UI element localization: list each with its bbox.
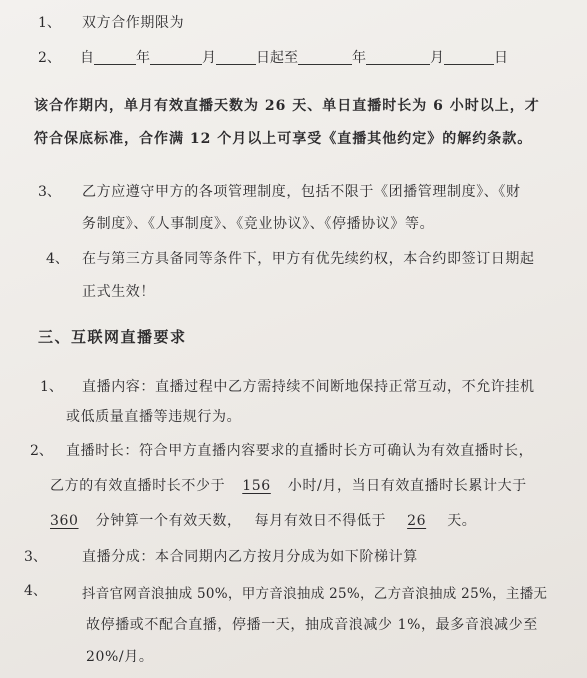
item-number: 1、 <box>38 15 61 31</box>
label-year: 年 <box>136 50 150 66</box>
days-value: 26 <box>407 513 427 529</box>
bold-paragraph-line: 该合作期内，单月有效直播天数为 26 天、单日直播时长为 6 小时以上，才 <box>34 98 540 114</box>
duration-line <box>50 475 527 495</box>
month-start-blank <box>150 50 202 65</box>
item-number: 2、 <box>30 443 53 459</box>
item-text: 分钟算一个有效天数， <box>95 513 242 529</box>
item-text: 直播分成：本合同期内乙方按月分成为如下阶梯计算 <box>82 549 418 565</box>
bold-paragraph-line: 符合保底标准，合作满 12 个月以上可享受《直播其他约定》的解约条款。 <box>34 131 533 147</box>
section-title: 三、互联网直播要求 <box>38 328 187 346</box>
item-number: 4、 <box>46 251 69 267</box>
item-number: 3、 <box>24 549 47 565</box>
item-text: 乙方的有效直播时长不少于 <box>50 478 226 494</box>
year-start-blank <box>94 50 136 65</box>
label-month-end: 月 <box>430 50 444 66</box>
item-text: 乙方应遵守甲方的各项管理制度，包括不限于《团播管理制度》、《财 <box>82 184 521 200</box>
day-end-blank <box>444 50 494 65</box>
item-number: 3、 <box>38 184 61 200</box>
item-text: 20%/月。 <box>86 649 154 665</box>
day-start-blank <box>216 50 256 65</box>
item-number: 4、 <box>24 583 47 599</box>
item-number: 2、 <box>38 50 61 66</box>
item-text: 务制度》、《人事制度》、《竞业协议》、《停播协议》等。 <box>82 216 435 232</box>
label-day-to: 日起至 <box>256 50 298 66</box>
label-from: 自 <box>80 50 94 66</box>
year-end-blank <box>298 50 352 65</box>
item-text: 在与第三方具备同等条件下，甲方有优先续约权，本合约即签订日期起 <box>82 251 535 267</box>
item-text: 或低质量直播等违规行为。 <box>66 409 242 425</box>
item-text: 双方合作期限为 <box>82 15 185 31</box>
label-month: 月 <box>202 50 216 66</box>
label-year-end: 年 <box>352 50 366 66</box>
item-text: 抖音官网音浪抽成 50%，甲方音浪抽成 25%，乙方音浪抽成 25%，主播无 <box>82 586 548 602</box>
item-text: 直播内容：直播过程中乙方需持续不间断地保持正常互动，不允许挂机 <box>82 379 535 395</box>
days-line <box>50 510 476 530</box>
minutes-value: 360 <box>50 513 79 529</box>
item-text: 直播时长：符合甲方直播内容要求的直播时长方可确认为有效直播时长， <box>66 443 534 459</box>
item-text: 天。 <box>447 513 477 529</box>
item-text: 小时/月，当日有效直播时长累计大于 <box>287 478 527 494</box>
item-text: 正式生效！ <box>82 284 155 300</box>
month-end-blank <box>366 50 430 65</box>
item-text: 故停播或不配合直播，停播一天，抽成音浪减少 1%，最多音浪减少至 <box>86 617 538 633</box>
item-number: 1、 <box>40 379 63 395</box>
item-text: 每月有效日不得低于 <box>254 513 387 529</box>
label-day-end: 日 <box>494 50 508 66</box>
hours-value: 156 <box>242 478 271 494</box>
date-range-line <box>80 47 508 67</box>
